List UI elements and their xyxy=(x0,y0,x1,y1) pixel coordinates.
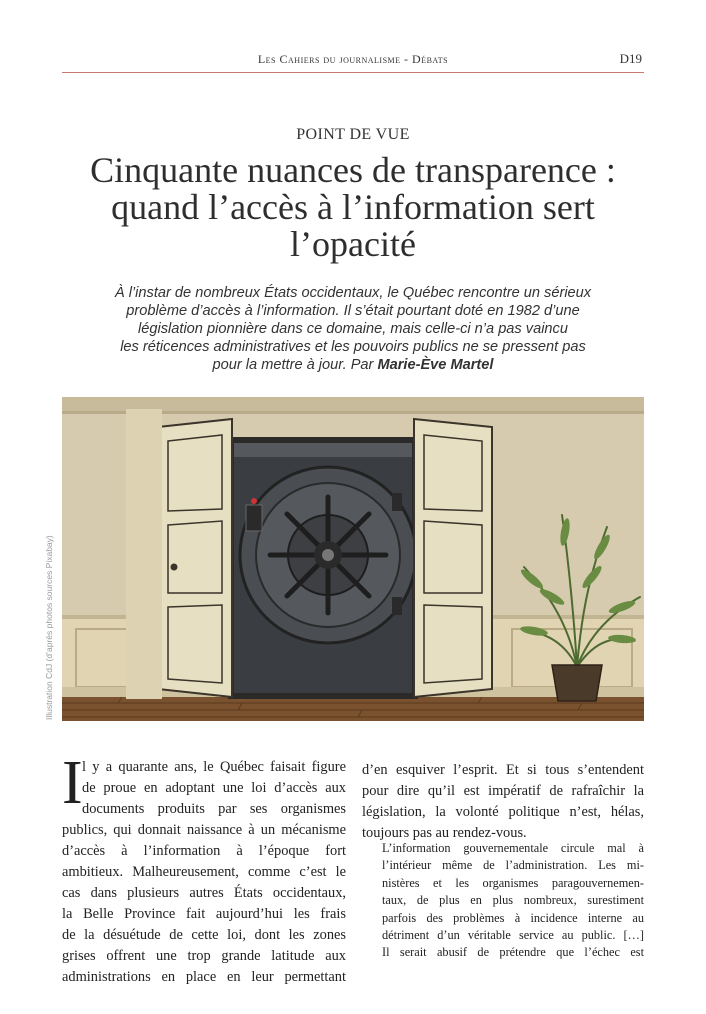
body-line: la Belle Province fait aujourd’hui les frais xyxy=(62,906,346,922)
standfirst-line: À l’instar de nombreux États occidentaux, le Québec rencontre un sérieux xyxy=(114,285,592,301)
vault-door-illustration xyxy=(62,397,644,721)
body-line: ambitieux. Malheureusement, comme c’est le xyxy=(62,864,346,880)
running-header xyxy=(62,50,644,73)
body-line: d’en esquiver l’esprit. Et si tous s’entendent xyxy=(362,762,644,778)
page-number: D19 xyxy=(619,51,642,66)
standfirst-byline-prefix: pour la mettre à jour. Par xyxy=(212,357,378,373)
drop-cap: I xyxy=(62,749,83,817)
quote-line: taux, de plus en plus nombreux, surestiment xyxy=(382,893,644,908)
illustration-credit: Illustration CdJ (d’après photos sources Pixabay) xyxy=(44,535,54,720)
block-quote xyxy=(382,840,644,962)
standfirst-line: problème d’accès à l’information. Il s’était pourtant doté en 1982 d’une xyxy=(126,303,580,319)
body-line: publics, qui donnait naissance à un mécanisme xyxy=(62,822,346,838)
author-name: Marie-Ève Martel xyxy=(377,357,494,373)
title-line: quand l’accès à l’information sert xyxy=(111,187,595,227)
article-standfirst xyxy=(70,284,636,374)
quote-line: l’intérieur même de l’administration. Les mi- xyxy=(382,858,644,873)
title-line: Cinquante nuances de transparence : xyxy=(90,150,616,190)
body-line: législation, la volonté politique n’est, hélas, xyxy=(362,804,644,820)
body-column-right xyxy=(362,760,644,844)
body-line: documents produits par ses organismes xyxy=(82,801,346,817)
body-line: grises offrent une trop grande latitude aux xyxy=(62,948,346,964)
body-column-left xyxy=(62,749,346,988)
quote-line: L’information gouvernementale circule mal à xyxy=(382,841,644,855)
body-line: pour dire qu’il est impératif de rafraîchir la xyxy=(362,783,644,799)
standfirst-line: les réticences administratives et les pouvoirs publics ne se pressent pas xyxy=(120,339,586,355)
body-line: de proue en adoptant une loi d’accès aux xyxy=(82,780,346,796)
standfirst-line xyxy=(70,356,636,374)
body-line: toujours pas au rendez-vous. xyxy=(362,825,527,841)
body-line: d’accès à l’information à l’époque fort xyxy=(62,843,346,859)
vault-door xyxy=(240,467,416,643)
standfirst-line: législation pionnière dans ce domaine, mais celle-ci n’a pas vaincu xyxy=(138,321,568,337)
right-door xyxy=(414,419,492,697)
body-line: de la désuétude de cette loi, dont les zones xyxy=(62,927,346,943)
quote-line: détriment d’un véritable service au public. […] xyxy=(382,927,644,942)
journal-name: Les Cahiers du journalisme - Débats xyxy=(257,52,449,66)
quote-line: Il serait abusif de prétendre que l’échec est xyxy=(382,945,644,960)
quote-line: parfois des problèmes à incidence interne au xyxy=(382,910,644,925)
left-door xyxy=(126,409,232,699)
body-line: cas dans plusieurs autres États occidentaux, xyxy=(62,885,346,901)
article-title xyxy=(40,152,666,263)
section-kicker: POINT DE VUE xyxy=(296,126,410,143)
quote-line: nistères et les organismes paragouvernemen- xyxy=(382,875,644,890)
body-line: l y a quarante ans, le Québec faisait figure xyxy=(82,759,346,775)
title-line: l’opacité xyxy=(290,224,416,264)
body-line: administrations en place en leur permettant xyxy=(62,969,346,985)
